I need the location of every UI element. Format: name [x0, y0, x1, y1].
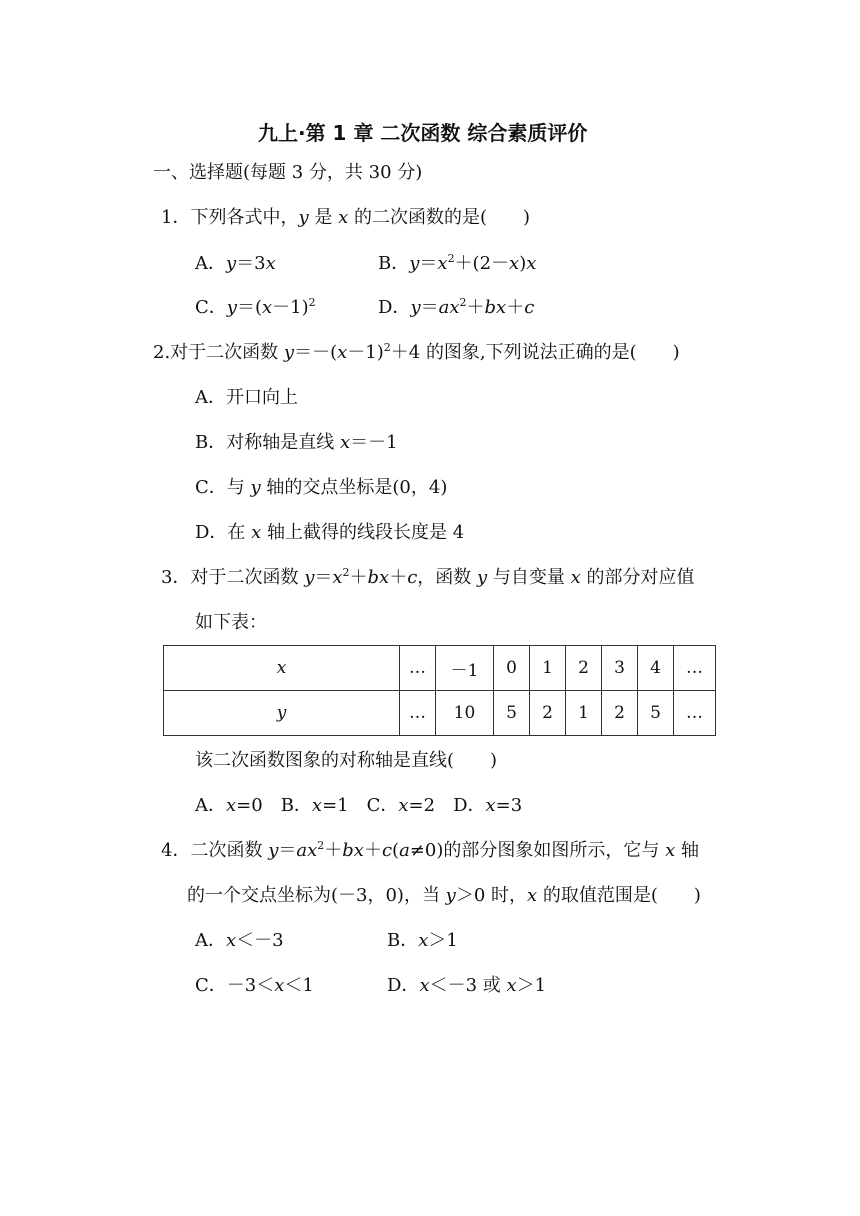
table-row	[164, 646, 716, 691]
table-cell: 3	[602, 646, 638, 691]
table-cell: 10	[436, 691, 494, 736]
table-row-label: x	[164, 646, 400, 691]
q1-option-a[interactable]: A．y＝3x	[195, 253, 276, 274]
table-cell: …	[674, 646, 716, 691]
q4-option-a[interactable]: A．x＜－3	[195, 930, 284, 951]
q2-option-d[interactable]: D．在 x 轴上截得的线段长度是 4	[195, 522, 465, 543]
table-row-label: y	[164, 691, 400, 736]
table-cell: …	[674, 691, 716, 736]
q2-stem: 2.对于二次函数 $y=-(x-1)^2+4$ 的图象,下列说法正确的是( )	[153, 341, 680, 363]
q1-option-c[interactable]: C．$y=(x-1)^2$	[195, 296, 316, 318]
table-cell: 1	[530, 646, 566, 691]
table-cell: 2	[530, 691, 566, 736]
table-cell: 2	[566, 646, 602, 691]
q4-stem-line1: 4．二次函数 $y=ax^2+bx+c(a\ne 0)$的部分图象如图所示，它与 x 轴	[161, 839, 699, 861]
values-table	[163, 645, 716, 736]
q1-stem: 1．下列各式中，y 是 x 的二次函数的是( )	[161, 207, 531, 228]
q2-option-c[interactable]: C．与 y 轴的交点坐标是(0，4)	[195, 477, 448, 498]
table-cell: 2	[602, 691, 638, 736]
table-cell: …	[400, 646, 436, 691]
q2-option-a[interactable]: A．开口向上	[195, 387, 298, 408]
table-cell: 5	[638, 691, 674, 736]
q2-option-b[interactable]: B．对称轴是直线 x＝－1	[195, 432, 398, 453]
q1-option-b[interactable]: B．$y=x^2+(2-x)x$	[378, 252, 537, 274]
q4-option-c[interactable]: C．－3＜x＜1	[195, 975, 314, 996]
q3-stem: 3．对于二次函数 $y=x^2+bx+c$，函数 y 与自变量 x 的部分对应值	[161, 566, 695, 588]
table-cell: 5	[494, 691, 530, 736]
q1-option-d[interactable]: D．$y=ax^2+bx+c$	[378, 296, 535, 318]
table-cell: 4	[638, 646, 674, 691]
table-cell: 0	[494, 646, 530, 691]
table-row	[164, 691, 716, 736]
q4-stem-line2: 的一个交点坐标为(－3，0)，当 y＞0 时，x 的取值范围是( )	[187, 885, 701, 906]
q3-options[interactable]: A．x=0 B．x=1 C．x=2 D．x=3	[195, 795, 523, 816]
table-cell: 1	[566, 691, 602, 736]
page-title: 九上·第 1 章 二次函数 综合素质评价	[258, 121, 588, 145]
table-cell: …	[400, 691, 436, 736]
q4-option-d[interactable]: D．x＜－3 或 x＞1	[387, 975, 547, 996]
section-heading: 一、选择题(每题 3 分，共 30 分)	[153, 162, 423, 183]
q3-stem-line2: 如下表：	[195, 612, 267, 633]
q3-after-table: 该二次函数图象的对称轴是直线( )	[195, 750, 498, 771]
table-cell: －1	[436, 646, 494, 691]
q4-option-b[interactable]: B．x＞1	[387, 930, 458, 951]
